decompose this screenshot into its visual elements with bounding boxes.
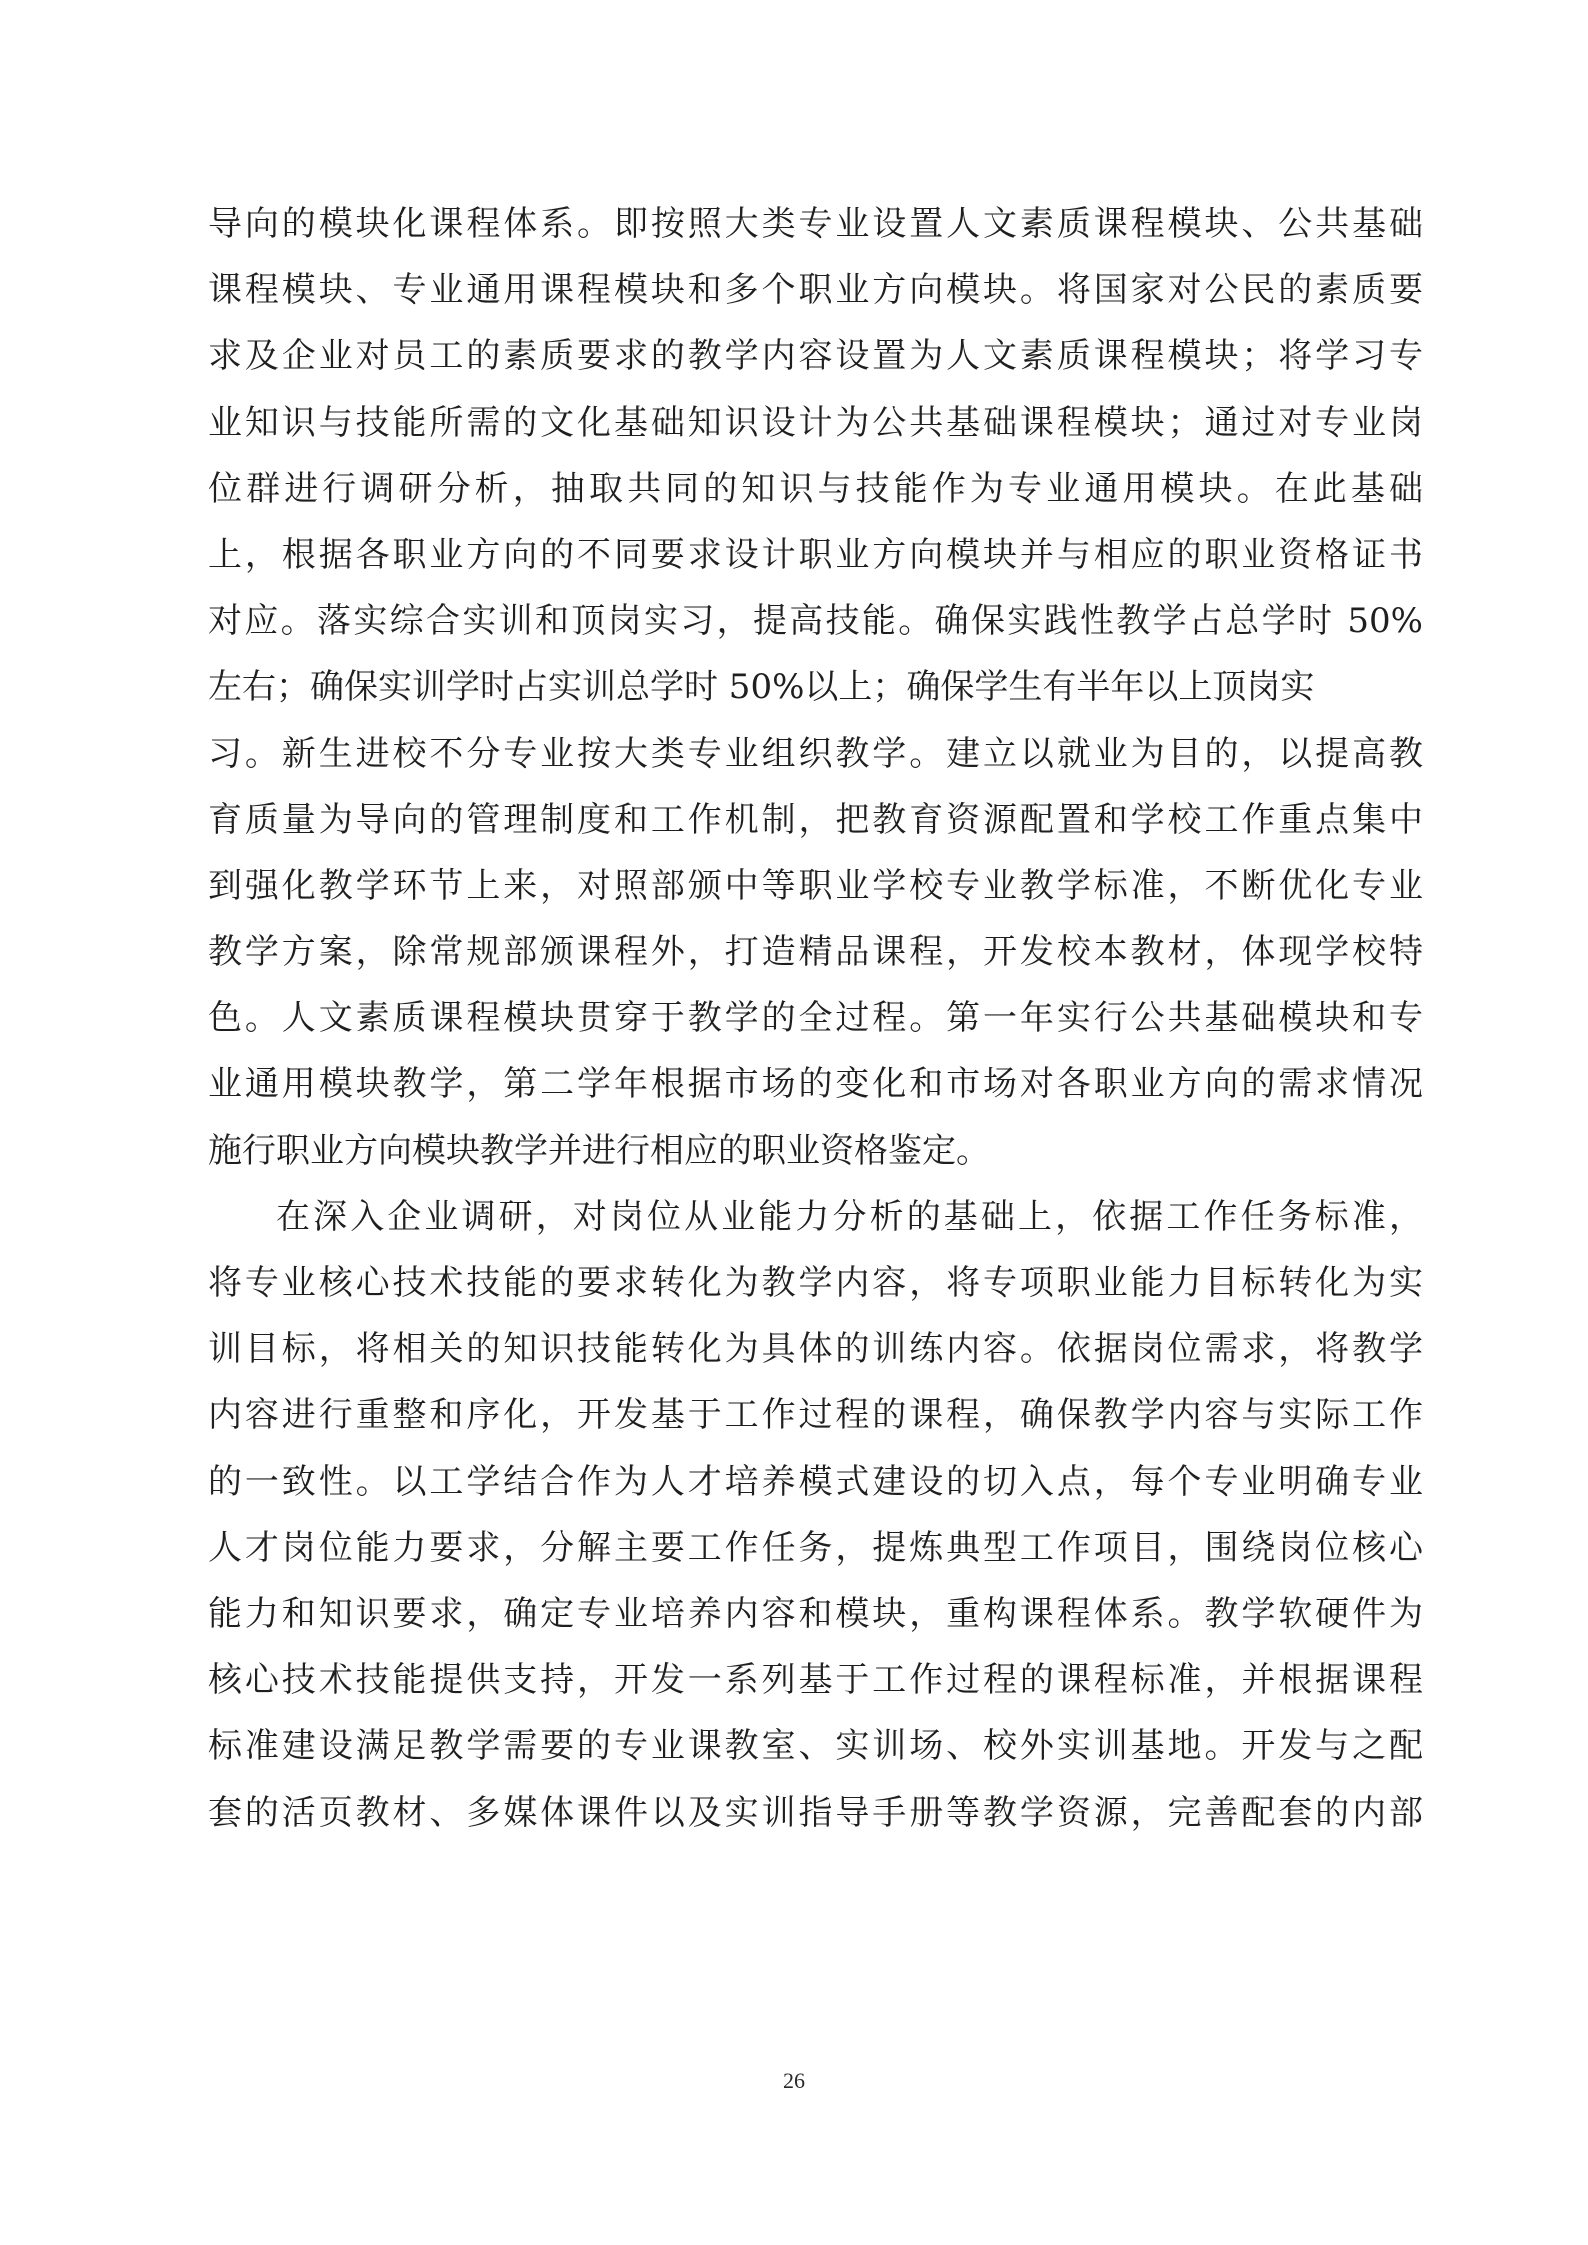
text-line: 将专业核心技术技能的要求转化为教学内容，将专项职业能力目标转化为实 bbox=[208, 1263, 1423, 1303]
text-line: 业通用模块教学，第二学年根据市场的变化和市场对各职业方向的需求情况 bbox=[208, 1064, 1423, 1105]
text-line: 导向的模块化课程体系。即按照大类专业设置人文素质课程模块、公共基础 bbox=[208, 204, 1423, 244]
text-line: 课程模块、专业通用课程模块和多个职业方向模块。将国家对公民的素质要 bbox=[208, 270, 1423, 311]
text-line: 求及企业对员工的素质要求的教学内容设置为人文素质课程模块；将学习专 bbox=[208, 336, 1423, 377]
text-line: 到强化教学环节上来，对照部颁中等职业学校专业教学标准，不断优化专业 bbox=[208, 865, 1423, 906]
text-line: 位群进行调研分析，抽取共同的知识与技能作为专业通用模块。在此基础 bbox=[208, 468, 1423, 509]
text-line: 内容进行重整和序化，开发基于工作过程的课程，确保教学内容与实际工作 bbox=[208, 1395, 1423, 1436]
text-line: 训目标，将相关的知识技能转化为具体的训练内容。依据岗位需求，将教学 bbox=[208, 1329, 1423, 1370]
body-text bbox=[208, 191, 1423, 1846]
page-number: 26 bbox=[783, 2068, 805, 2093]
text-line: 业知识与技能所需的文化基础知识设计为公共基础课程模块；通过对专业岗 bbox=[208, 402, 1423, 443]
text-line: 育质量为导向的管理制度和工作机制，把教育资源配置和学校工作重点集中 bbox=[208, 799, 1423, 840]
text-line: 习。新生进校不分专业按大类专业组织教学。建立以就业为目的，以提高教 bbox=[208, 733, 1423, 774]
text-line: 套的活页教材、多媒体课件以及实训指导手册等教学资源，完善配套的内部 bbox=[208, 1792, 1423, 1833]
text-line: 能力和知识要求，确定专业培养内容和模块，重构课程体系。教学软硬件为 bbox=[208, 1593, 1423, 1634]
text-line: 人才岗位能力要求，分解主要工作任务，提炼典型工作项目，围绕岗位核心 bbox=[208, 1527, 1423, 1568]
paragraph-last-line: 施行职业方向模块教学并进行相应的职业资格鉴定。 bbox=[208, 1130, 990, 1171]
text-line: 标准建设满足教学需要的专业课教室、实训场、校外实训基地。开发与之配 bbox=[208, 1726, 1423, 1767]
text-line: 的一致性。以工学结合作为人才培养模式建设的切入点，每个专业明确专业 bbox=[208, 1461, 1423, 1502]
text-line: 教学方案，除常规部颁课程外，打造精品课程，开发校本教材，体现学校特 bbox=[208, 932, 1423, 973]
paragraph-first-line: 在深入企业调研，对岗位从业能力分析的基础上，依据工作任务标准， bbox=[276, 1196, 1423, 1237]
text-line: 左右；确保实训学时占实训总学时 50%以上；确保学生有半年以上顶岗实 bbox=[208, 667, 1315, 708]
text-line: 对应。落实综合实训和顶岗实习，提高技能。确保实践性教学占总学时 50% bbox=[208, 601, 1423, 642]
text-line: 核心技术技能提供支持，开发一系列基于工作过程的课程标准，并根据课程 bbox=[208, 1660, 1423, 1701]
text-line: 上，根据各职业方向的不同要求设计职业方向模块并与相应的职业资格证书 bbox=[208, 534, 1423, 575]
text-line: 色。人文素质课程模块贯穿于教学的全过程。第一年实行公共基础模块和专 bbox=[208, 998, 1423, 1039]
